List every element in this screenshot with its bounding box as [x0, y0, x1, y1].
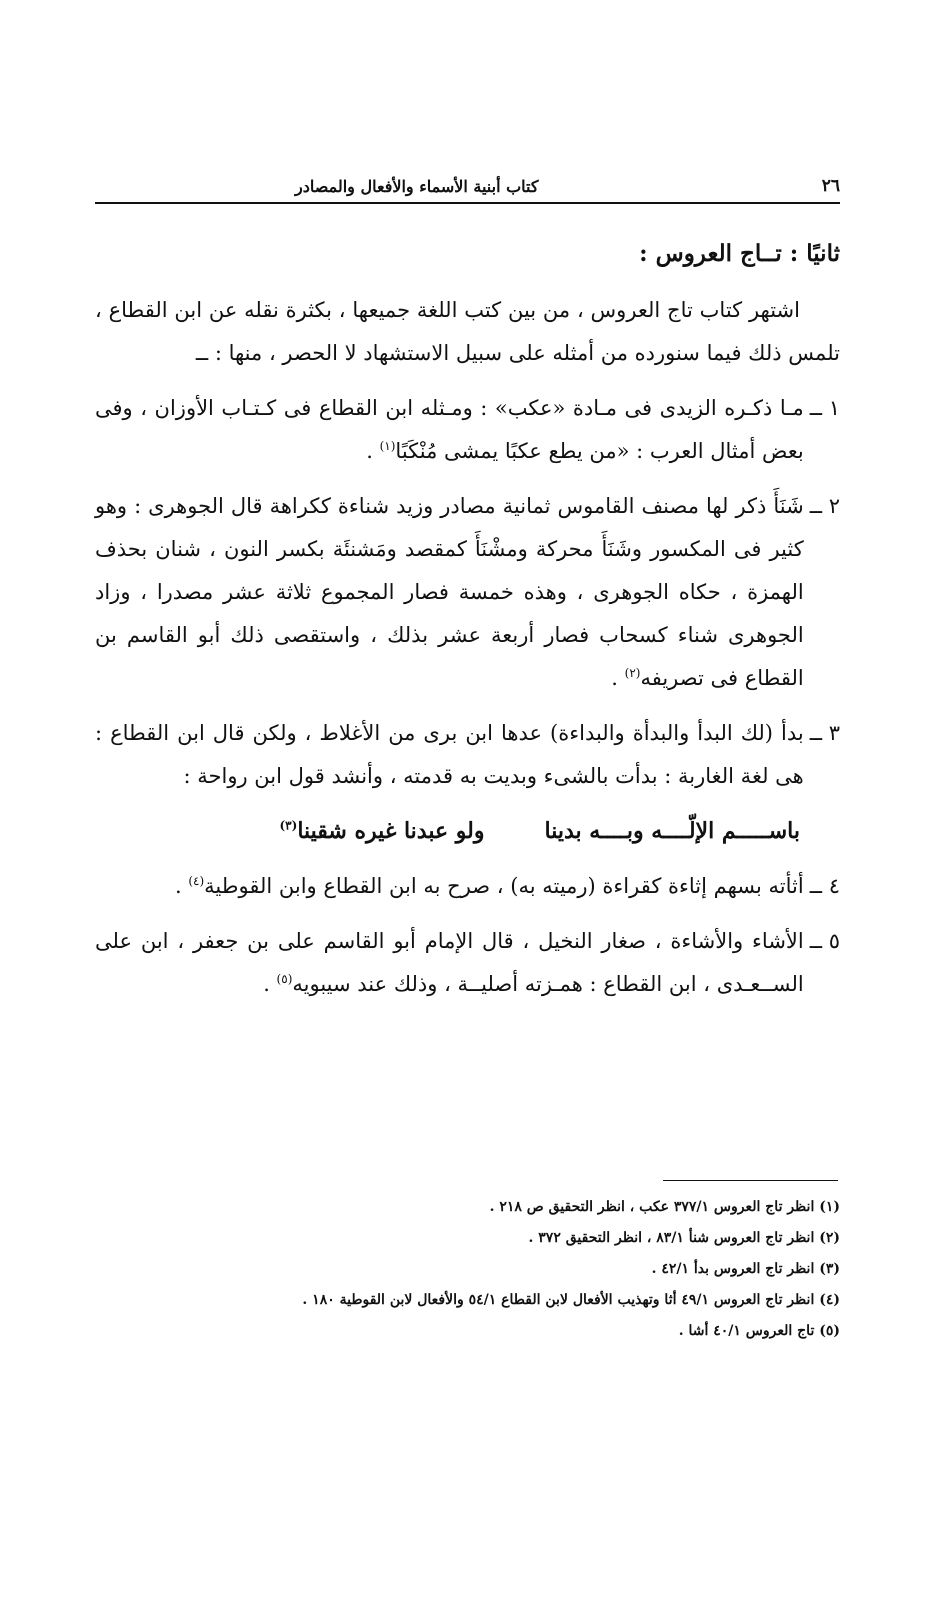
- verse-second-text: ولو عبدنا غيره شقينا: [297, 818, 485, 844]
- running-title: كتاب أبنية الأسماء والأفعال والمصادر: [295, 177, 539, 196]
- item-text: [95, 712, 804, 798]
- verse-line: [95, 810, 840, 853]
- list-item: [95, 865, 840, 908]
- list-item: [95, 387, 840, 473]
- item-number: ٣ ــ: [809, 721, 840, 745]
- intro-paragraph: اشتهر كتاب تاج العروس ، من بين كتب اللغة جميعها ، بكثرة نقله عن ابن القطاع ، تلمس ذلك فيما سنورده من أمثله على سبيل الاستشهاد لا الحصر ، منها : ــ: [95, 298, 840, 365]
- footnote: (١) انظر تاج العروس ٣٧٧/١ عكب ، انظر التحقيق ص ٢١٨ .: [489, 1199, 840, 1215]
- item-text: [95, 865, 804, 908]
- footnote: (٣) انظر تاج العروس بدأ ٤٢/١ .: [651, 1261, 840, 1277]
- item-tail: .: [366, 439, 380, 463]
- item-tail: .: [263, 972, 277, 996]
- page-header: [95, 160, 840, 204]
- footnote-marker: (٥): [276, 972, 293, 986]
- footnote-marker: (٢): [624, 666, 641, 680]
- item-number: ٢ ــ: [809, 494, 840, 518]
- item-tail: .: [174, 874, 189, 898]
- footnote-marker: (٤): [188, 874, 205, 888]
- item-tail: .: [611, 666, 625, 690]
- footnote-marker: (٣): [279, 818, 298, 833]
- page-number: ٢٦: [821, 176, 840, 196]
- item-number: ١ ــ: [809, 396, 840, 420]
- item-body: الأشاء والأشاءة ، صغار النخيل ، قال الإمام أبو القاسم على بن جعفر ، ابن على الســعـدى ، ابن القطاع : همـزته أصليــة ، وذلك عند سيبويه: [95, 929, 804, 996]
- body-text: [95, 232, 840, 1018]
- item-number: ٥ ــ: [809, 929, 840, 953]
- item-text: [95, 485, 804, 700]
- footnote-marker: (١): [379, 439, 396, 453]
- footnote-divider: [663, 1180, 838, 1181]
- footnote: (٢) انظر تاج العروس شنأ ٨٣/١ ، انظر التحقيق ٣٧٢ .: [528, 1230, 840, 1246]
- item-body: شَنَأَ ذكر لها مصنف القاموس ثمانية مصادر وزيد شناءة ككراهة قال الجوهرى : وهو كثير فى المكسور وشَنَأَ محركة ومشْنَأَ كمقصد ومَشنئَة بكسر النون ، شنان بحذف الهمزة ، حكاه الجوهرى ، وهذه خمسة فصار المجموع ثلاثة عشر مصدرا ، وزاد الجوهرى شناء كسحاب فصار أربعة عشر بذلك ، واستقصى ذلك أبو القاسم بن القطاع فى تصريفه: [95, 494, 804, 690]
- list-item: [95, 485, 840, 700]
- item-text: [95, 387, 804, 473]
- item-body: أثأته بسهم إثاءة كقراءة (رميته به) ، صرح به ابن القطاع وابن القوطية: [204, 874, 804, 898]
- footnote: (٥) تاج العروس ٤٠/١ أشا .: [678, 1323, 840, 1339]
- item-text: [95, 920, 804, 1006]
- footnotes: [95, 1192, 840, 1347]
- item-body: بدأ (لك البدأ والبدأة والبداءة) عدها ابن برى من الأغلاط ، ولكن قال ابن القطاع : هى لغة الغاربة : بدأت بالشىء وبديت به قدمته ، وأنشد قول ابن رواحة :: [95, 721, 804, 788]
- list-item: [95, 712, 840, 798]
- item-body: مـا ذكـره الزيدى فى مـادة «عكب» : ومـثله ابن القطاع فى كـتـاب الأوزان ، وفى بعض أمثال العرب : «من يطع عكبًا يمشى مُنْكَبًا: [95, 396, 804, 463]
- footnote: (٤) انظر تاج العروس ٤٩/١ أثا وتهذيب الأفعال لابن القطاع ٥٤/١ والأفعال لابن القوطية ١٨٠ .: [302, 1292, 840, 1308]
- verse-second-hemistich: [279, 810, 484, 853]
- item-number: ٤ ــ: [809, 874, 840, 898]
- verse-first-hemistich: باســـــم الإلّــــه وبــــه بدينا: [544, 818, 800, 844]
- list-item: [95, 920, 840, 1006]
- section-heading: ثانيًا : تــاج العروس :: [639, 240, 840, 267]
